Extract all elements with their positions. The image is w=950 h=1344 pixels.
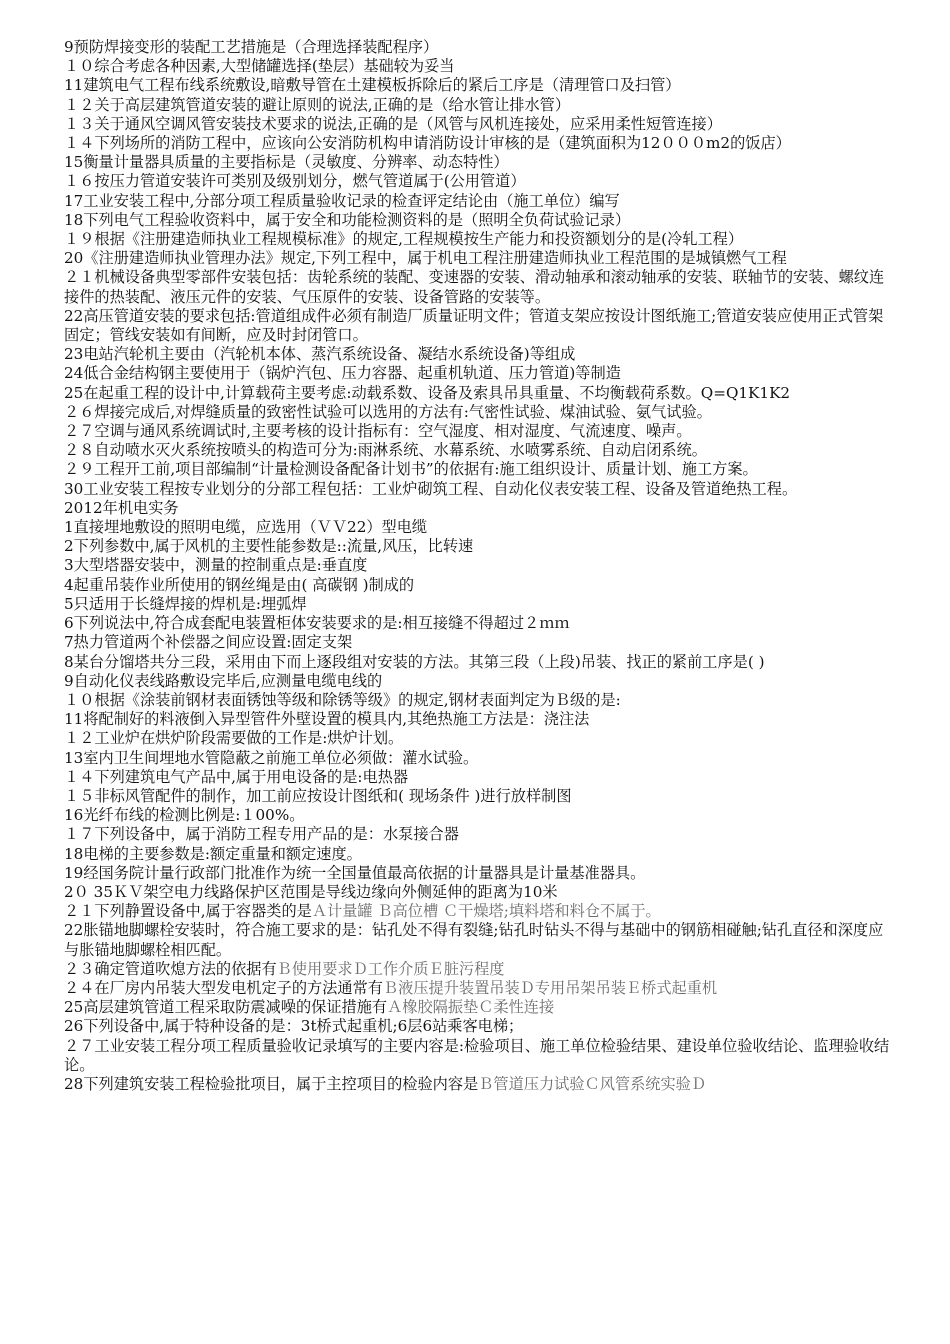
line-text: 16光纤布线的检测比例是:１00%。 (64, 806, 305, 825)
line-text: 25在起重工程的设计中,计算载荷主要考虑:动载系数、设备及索具吊具重量、不均衡载荷系数。Q=Q1K1K2 (64, 383, 791, 402)
line-text: 18下列电气工程验收资料中，属于安全和功能检测资料的是（照明全负荷试验记录） (64, 210, 631, 229)
answer-options-text: Ａ计量罐 Ｂ高位槽 Ｃ干燥塔;填料塔和料仓不属于。 (311, 902, 661, 921)
line-text: １６按压力管道安装许可类别及级别划分，燃气管道属于(公用管道） (64, 172, 526, 191)
text-line (64, 134, 892, 153)
line-text: 26下列设备中,属于特种设备的是：3t桥式起重机;6层6站乘客电梯； (64, 1017, 524, 1036)
line-text: 5只适用于长缝焊接的焊机是:埋弧焊 (64, 594, 307, 613)
line-text: 11将配制好的料液倒入异型管件外壁设置的模具内,其绝热施工方法是：浇注法 (64, 710, 590, 729)
line-text: 4起重吊装作业所使用的钢丝绳是由( 高碳钢 )制成的 (64, 575, 415, 594)
text-line (64, 422, 892, 441)
line-text: 2012年机电实务 (64, 498, 179, 517)
text-line (64, 441, 892, 460)
line-text: 15衡量计量器具质量的主要指标是（灵敏度、分辨率、动态特性） (64, 153, 509, 172)
text-line (64, 845, 892, 864)
text-line (64, 614, 892, 633)
line-text: １５非标风管配件的制作，加工前应按设计图纸和( 现场条件 )进行放样制图 (64, 786, 572, 805)
text-line (64, 672, 892, 691)
text-line (64, 710, 892, 729)
line-text: １２工业炉在烘炉阶段需要做的工作是:烘炉计划。 (64, 729, 404, 748)
text-line (64, 787, 892, 806)
text-line (64, 480, 892, 499)
text-line (64, 902, 892, 921)
line-text: ２８自动喷水灭火系统按喷头的构造可分为:雨淋系统、水幕系统、水喷雾系统、自动启闭系统。 (64, 441, 707, 460)
line-text: ２１机械设备典型零部件安装包括：齿轮系统的装配、变速器的安装、滑动轴承和滚动轴承的安装、联轴节的安装、螺纹连接件的热装配、液压元件的安装、气压原件的安装、设备管路的安装等。 (64, 268, 885, 306)
text-line (64, 633, 892, 652)
text-line (64, 729, 892, 748)
line-text: 24低合金结构钢主要使用于（锅炉汽包、压力容器、起重机轨道、压力管道)等制造 (64, 364, 621, 383)
text-line (64, 57, 892, 76)
text-line (64, 153, 892, 172)
line-text: 7热力管道两个补偿器之间应设置:固定支架 (64, 633, 353, 652)
text-line (64, 345, 892, 364)
line-text: 3大型塔器安装中，测量的控制重点是:垂直度 (64, 556, 368, 575)
line-text: １９根据《注册建造师执业工程规模标准》的规定,工程规模按生产能力和投资额划分的是(冷轧工程） (64, 230, 744, 249)
text-line (64, 230, 892, 249)
text-line (64, 1075, 892, 1094)
text-line (64, 825, 892, 844)
text-line (64, 768, 892, 787)
text-line (64, 653, 892, 672)
line-text: １３关于通风空调风管安装技术要求的说法,正确的是（风管与风机连接处，应采用柔性短管连接） (64, 114, 722, 133)
line-text: 1直接埋地敷设的照明电缆，应选用（ＶＶ22）型电缆 (64, 518, 428, 537)
text-line (64, 192, 892, 211)
text-line (64, 864, 892, 883)
line-text: 6下列说法中,符合成套配电装置柜体安装要求的是:相互接缝不得超过２ｍｍ (64, 614, 570, 633)
line-text: ２３确定管道吹熄方法的依据有 (64, 959, 277, 978)
line-text: 22胀锚地脚螺栓安装时，符合施工要求的是：钻孔处不得有裂缝;钻孔时钻头不得与基础中的钢筋相碰触;钻孔直径和深度应与胀锚地脚螺栓相匹配。 (64, 921, 884, 959)
text-line (64, 576, 892, 595)
text-line (64, 460, 892, 479)
line-text: １０综合考虑各种因素,大型储罐选择(垫层）基础较为妥当 (64, 57, 455, 76)
line-text: ２９工程开工前,项目部编制“计量检测设备配备计划书”的依据有:施工组织设计、质量计划、施工方案。 (64, 460, 758, 479)
line-text: 17工业安装工程中,分部分项工程质量验收记录的检查评定结论由（施工单位）编写 (64, 191, 620, 210)
line-text: 30工业安装工程按专业划分的分部工程包括：工业炉砌筑工程、自动化仪表安装工程、设备及管道绝热工程。 (64, 479, 798, 498)
line-text: 28下列建筑安装工程检验批项目，属于主控项目的检验内容是 (64, 1074, 479, 1093)
line-text: 20《注册建造师执业管理办法》规定,下列工程中，属于机电工程注册建造师执业工程范围的是城镇燃气工程 (64, 249, 787, 268)
line-text: 22高压管道安装的要求包括:管道组成件必须有制造厂质量证明文件；管道支架应按设计图纸施工;管道安装应使用正式管架固定；管线安装如有间断，应及时封闭管口。 (64, 306, 884, 345)
line-text: ２７空调与通风系统调试时,主要考核的设计指标有：空气湿度、相对湿度、气流速度、噪声。 (64, 422, 692, 441)
text-line (64, 921, 892, 959)
line-text: 2０ 35ＫＶ架空电力线路保护区范围是导线边缘向外侧延伸的距离为10米 (64, 882, 558, 901)
line-text: 13室内卫生间埋地水管隐蔽之前施工单位必须做：灌水试验。 (64, 748, 479, 767)
line-text: 9自动化仪表线路敷设完毕后,应测量电缆电线的 (64, 671, 383, 690)
text-line (64, 960, 892, 979)
text-line (64, 115, 892, 134)
line-text: 19经国务院计量行政部门批准作为统一全国量值最高依据的计量器具是计量基准器具。 (64, 863, 646, 882)
text-line (64, 998, 892, 1017)
line-text: 18电梯的主要参数是:额定重量和额定速度。 (64, 844, 362, 863)
text-line (64, 979, 892, 998)
text-line (64, 518, 892, 537)
text-line (64, 1017, 892, 1036)
text-line (64, 595, 892, 614)
line-text: 8某台分馏塔共分三段，采用由下而上逐段组对安装的方法。其第三段（上段)吊装、找正的紧前工序是( ) (64, 652, 765, 671)
text-line (64, 883, 892, 902)
line-text: １４下列建筑电气产品中,属于用电设备的是:电热器 (64, 767, 409, 786)
line-text: １０根据《涂装前钢材表面锈蚀等级和除锈等级》的规定,钢材表面判定为Ｂ级的是: (64, 690, 621, 709)
text-line (64, 268, 892, 306)
line-text: １２关于高层建筑管道安装的避让原则的说法,正确的是（给水管让排水管） (64, 95, 571, 114)
text-line (64, 1037, 892, 1075)
text-line (64, 172, 892, 191)
text-line (64, 806, 892, 825)
text-line (64, 96, 892, 115)
line-text: １７下列设备中，属于消防工程专用产品的是：水泵接合器 (64, 825, 459, 844)
line-text: ２６焊接完成后,对焊缝质量的致密性试验可以选用的方法有:气密性试验、煤油试验、氨气试验。 (64, 402, 712, 421)
line-text: ２１下列静置设备中,属于容器类的是 (64, 902, 312, 921)
line-text: ２７工业安装工程分项工程质量验收记录填写的主要内容是:检验项目、施工单位检验结果、建设单位验收结论、监理验收结论。 (64, 1036, 890, 1074)
text-line (64, 537, 892, 556)
line-text: 11建筑电气工程布线系统敷设,暗敷导管在土建模板拆除后的紧后工序是（清理管口及扫管） (64, 76, 681, 95)
text-line (64, 38, 892, 57)
answer-options-text: Ｂ管道压力试验Ｃ风管系统实验Ｄ (478, 1074, 707, 1093)
answer-options-text: Ｂ液压提升装置吊装Ｄ专用吊架吊装Ｅ桥式起重机 (382, 978, 718, 997)
text-line (64, 499, 892, 518)
text-line (64, 384, 892, 403)
text-line (64, 364, 892, 383)
line-text: 23电站汽轮机主要由（汽轮机本体、蒸汽系统设备、凝结水系统设备)等组成 (64, 345, 576, 364)
text-line (64, 556, 892, 575)
answer-options-text: Ｂ使用要求Ｄ工作介质Ｅ脏污程度 (276, 959, 505, 978)
line-text: 25高层建筑管道工程采取防震减噪的保证措施有 (64, 998, 388, 1017)
line-text: 2下列参数中,属于风机的主要性能参数是::流量,风压，比转速 (64, 537, 474, 556)
line-text: ２４在厂房内吊装大型发电机定子的方法通常有 (64, 978, 383, 997)
text-line (64, 403, 892, 422)
text-line (64, 249, 892, 268)
text-line (64, 76, 892, 95)
line-text: 9预防焊接变形的装配工艺措施是（合理选择装配程序） (64, 38, 439, 56)
text-line (64, 211, 892, 230)
answer-options-text: Ａ橡胶隔振垫Ｃ柔性连接 (387, 998, 555, 1017)
text-line (64, 307, 892, 345)
text-line (64, 691, 892, 710)
text-line (64, 749, 892, 768)
line-text: １４下列场所的消防工程中，应该向公安消防机构申请消防设计审核的是（建筑面积为12０００m2的饭店） (64, 134, 791, 153)
